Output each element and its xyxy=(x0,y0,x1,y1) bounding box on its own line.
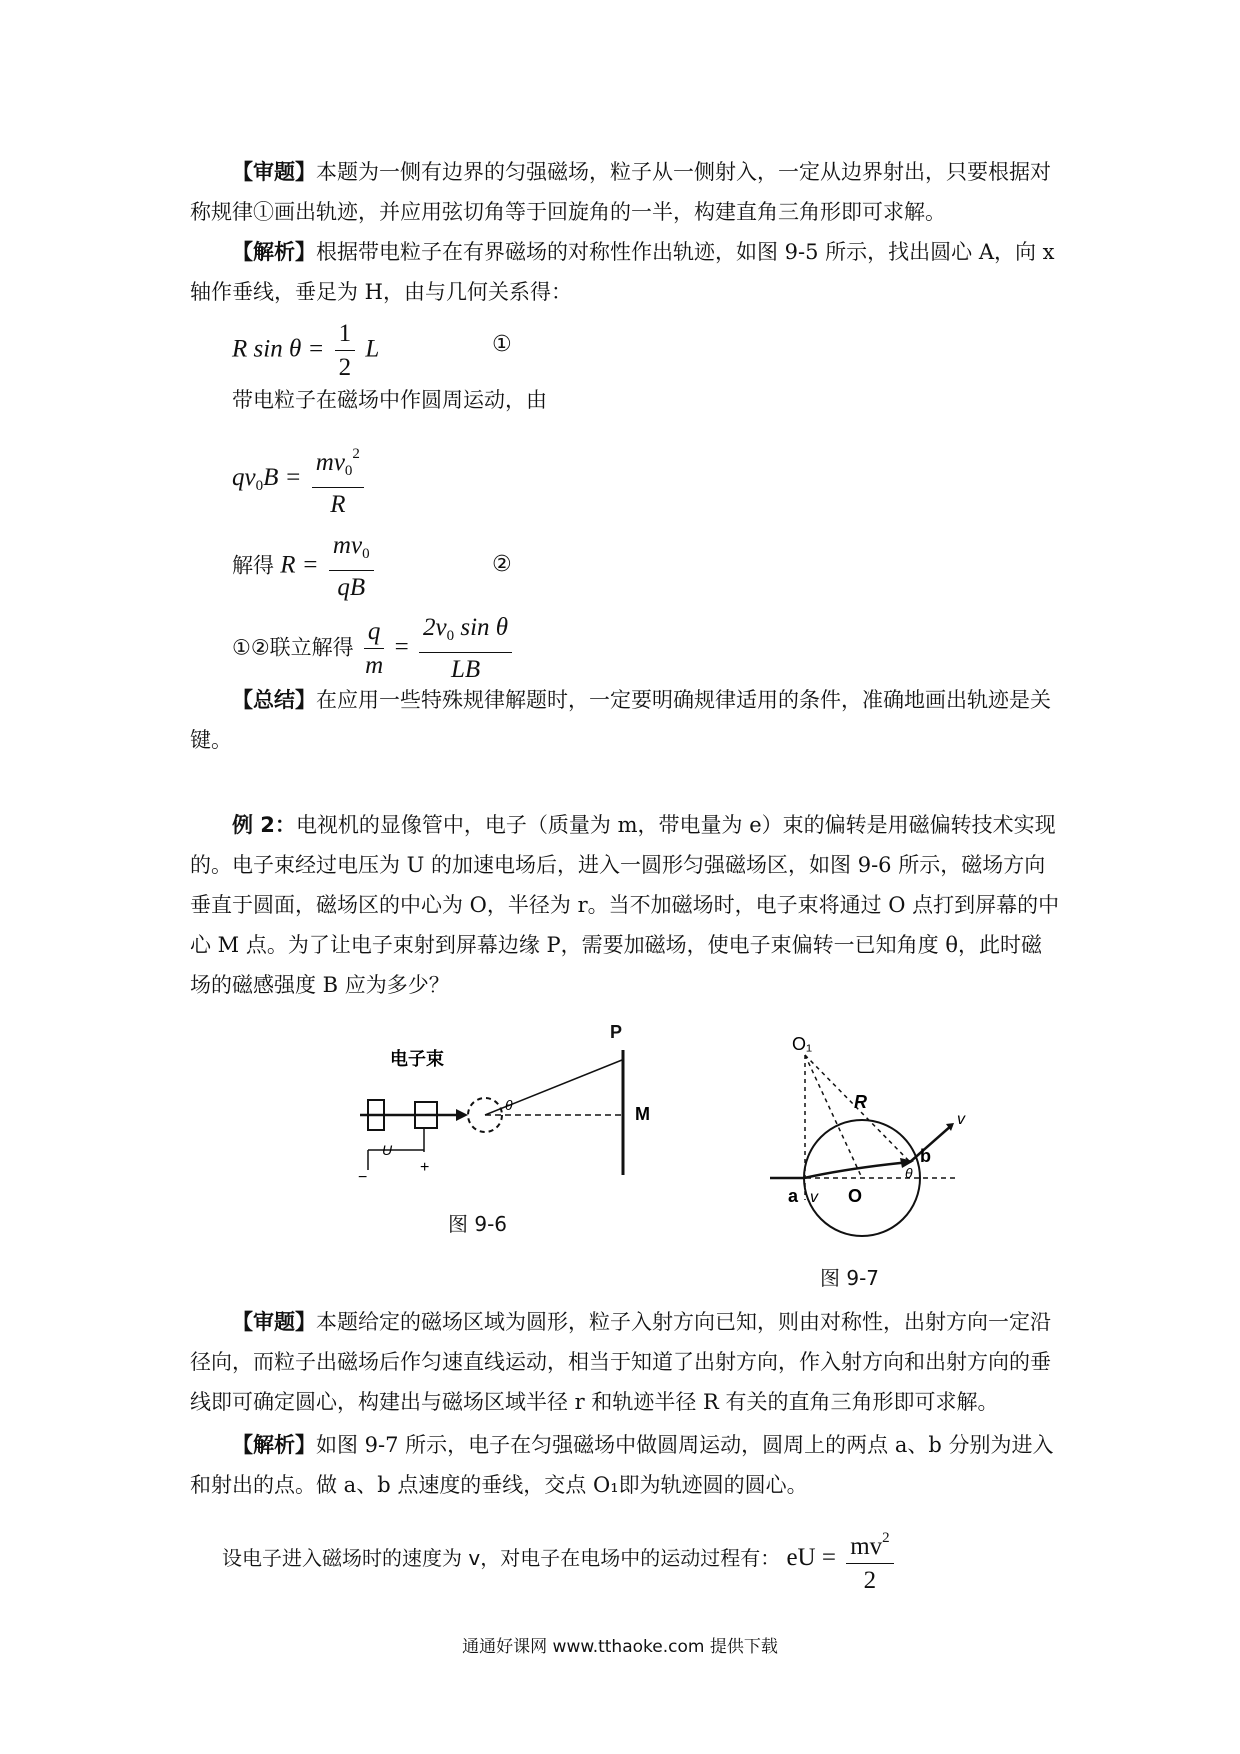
review-label: 【审题】 xyxy=(232,160,316,184)
plus-sign: + xyxy=(420,1159,430,1176)
equation-2 xyxy=(232,440,368,519)
radius-to-O xyxy=(805,1055,862,1178)
summary-label: 【总结】 xyxy=(232,688,316,712)
equation-3-marker: ② xyxy=(492,552,512,577)
beam-label: 电子束 xyxy=(390,1049,444,1069)
exit-velocity xyxy=(910,1125,952,1162)
equation-1 xyxy=(232,320,379,382)
summary-text: 在应用一些特殊规律解题时，一定要明确规律适用的条件，准确地画出轨迹是关键。 xyxy=(190,688,1051,752)
minus-sign: − xyxy=(358,1169,368,1186)
eq3-prefix: 解得 xyxy=(232,553,274,578)
eq5-prefix: 设电子进入磁场时的速度为 v，对电子在电场中的运动过程有： xyxy=(222,1546,781,1571)
eq3-lhs: R = xyxy=(280,551,319,579)
summary-paragraph xyxy=(190,680,1060,760)
eq2-denominator: R xyxy=(330,491,346,518)
review-label-2: 【审题】 xyxy=(232,1310,316,1334)
example-2-paragraph xyxy=(190,805,1060,1005)
equation-3 xyxy=(232,532,378,602)
label-v-entry: v xyxy=(810,1189,818,1206)
eq2-fraction xyxy=(312,440,364,519)
eq5-lhs: eU = xyxy=(786,1544,836,1572)
eq3-denominator: qB xyxy=(337,574,366,601)
eq1-rhs: L xyxy=(365,335,380,363)
eq2-numerator: $mv_0^2$ xyxy=(312,440,364,488)
theta-symbol: θ xyxy=(505,1097,513,1113)
eq4-left-fraction: $\frac{q}{m}$ xyxy=(365,618,384,679)
example-2-text: 电视机的显像管中，电子（质量为 m，带电量为 e）束的偏转是用磁偏转技术实现的。电子束经过电压为 U 的加速电场后，进入一圆形匀强磁场区，如图 9-6 所示，磁场方向垂直于圆面，磁场区的中心为 O，半径为 r。当不加磁场时，电子束将通过 O 点打到屏幕的中心 M 点。为了让电子束射到屏幕边缘 P，需要加磁场，使电子束偏转一已知角度 θ，此时磁场的磁感强度 B 应为多少？ xyxy=(190,813,1060,997)
eq3-numerator: $mv_0$ xyxy=(329,532,374,571)
review-text: 本题为一侧有边界的匀强磁场，粒子从一侧射入，一定从边界射出，只要根据对称规律①画出轨迹，并应用弦切角等于回旋角的一半，构建直角三角形即可求解。 xyxy=(190,160,1051,224)
eq4-right-fraction: $\frac{2v_0 \sin \theta}{LB}$ xyxy=(419,614,512,684)
review-paragraph-2 xyxy=(190,1302,1060,1422)
figure-9-7-diagram xyxy=(770,1034,970,1270)
eq2-lhs-tail: B = xyxy=(263,464,302,492)
figure-9-7-caption: 图 9-7 xyxy=(820,1266,880,1290)
eq1-lhs: R sin θ = xyxy=(232,335,325,363)
electron-arc xyxy=(804,1162,910,1178)
example-2-label: 例 2： xyxy=(232,813,296,837)
equation-1-marker: ① xyxy=(492,332,512,357)
figure-9-6-diagram xyxy=(358,1049,680,1200)
eq5-fraction: $\frac{mv^2}{2}$ xyxy=(846,1524,893,1595)
page-footer: 通通好课网 www.tthaoke.com 提供下载 xyxy=(462,1637,778,1657)
label-v-exit: v xyxy=(957,1111,965,1128)
figure-9-6-caption: 图 9-6 xyxy=(448,1212,508,1236)
analysis-paragraph-2 xyxy=(190,1425,1060,1505)
label-theta: θ xyxy=(905,1165,913,1181)
eq1-denominator: 2 xyxy=(338,354,352,381)
eq4-equals: = xyxy=(394,633,409,661)
eq1-numerator: 1 xyxy=(335,320,356,351)
label-M: M xyxy=(635,1104,650,1124)
review-text-2: 本题给定的磁场区域为圆形，粒子入射方向已知，则由对称性，出射方向一定沿径向，而粒子出磁场后作匀速直线运动，相当于知道了出射方向，作入射方向和出射方向的垂线即可确定圆心，构建出与磁场区域半径 r 和轨迹半径 R 有关的直角三角形即可求解。 xyxy=(190,1310,1051,1414)
motion-line: 带电粒子在磁场中作圆周运动，由 xyxy=(232,388,547,412)
eq3-fraction xyxy=(329,532,374,602)
label-b: b xyxy=(920,1146,931,1166)
review-paragraph-1 xyxy=(190,152,1060,232)
analysis-label: 【解析】 xyxy=(232,240,316,264)
eq1-fraction xyxy=(335,320,356,382)
eq2-lhs: qv xyxy=(232,464,256,492)
beam-arrow xyxy=(456,1109,468,1121)
eq4-prefix: ①②联立解得 xyxy=(232,635,354,660)
label-R: R xyxy=(854,1092,867,1112)
analysis-paragraph-1 xyxy=(190,232,1060,312)
label-a: a xyxy=(788,1186,799,1206)
equation-5 xyxy=(222,1524,898,1595)
label-O1: O₁ xyxy=(792,1034,813,1054)
equation-4 xyxy=(232,614,516,684)
analysis-text: 根据带电粒子在有界磁场的对称性作出轨迹，如图 9-5 所示，找出圆心 A，向 x 轴作垂线，垂足为 H，由与几何关系得： xyxy=(190,240,1055,304)
label-P: P xyxy=(610,1022,623,1042)
analysis-label-2: 【解析】 xyxy=(232,1433,316,1457)
voltage-U: U xyxy=(382,1142,393,1158)
label-O: O xyxy=(848,1186,863,1206)
eq2-lhs-subscript: 0 xyxy=(255,478,264,495)
analysis-text-2: 如图 9-7 所示，电子在匀强磁场中做圆周运动，圆周上的两点 a、b 分别为进入和射出的点。做 a、b 点速度的垂线，交点 O₁即为轨迹圆的圆心。 xyxy=(190,1433,1054,1497)
